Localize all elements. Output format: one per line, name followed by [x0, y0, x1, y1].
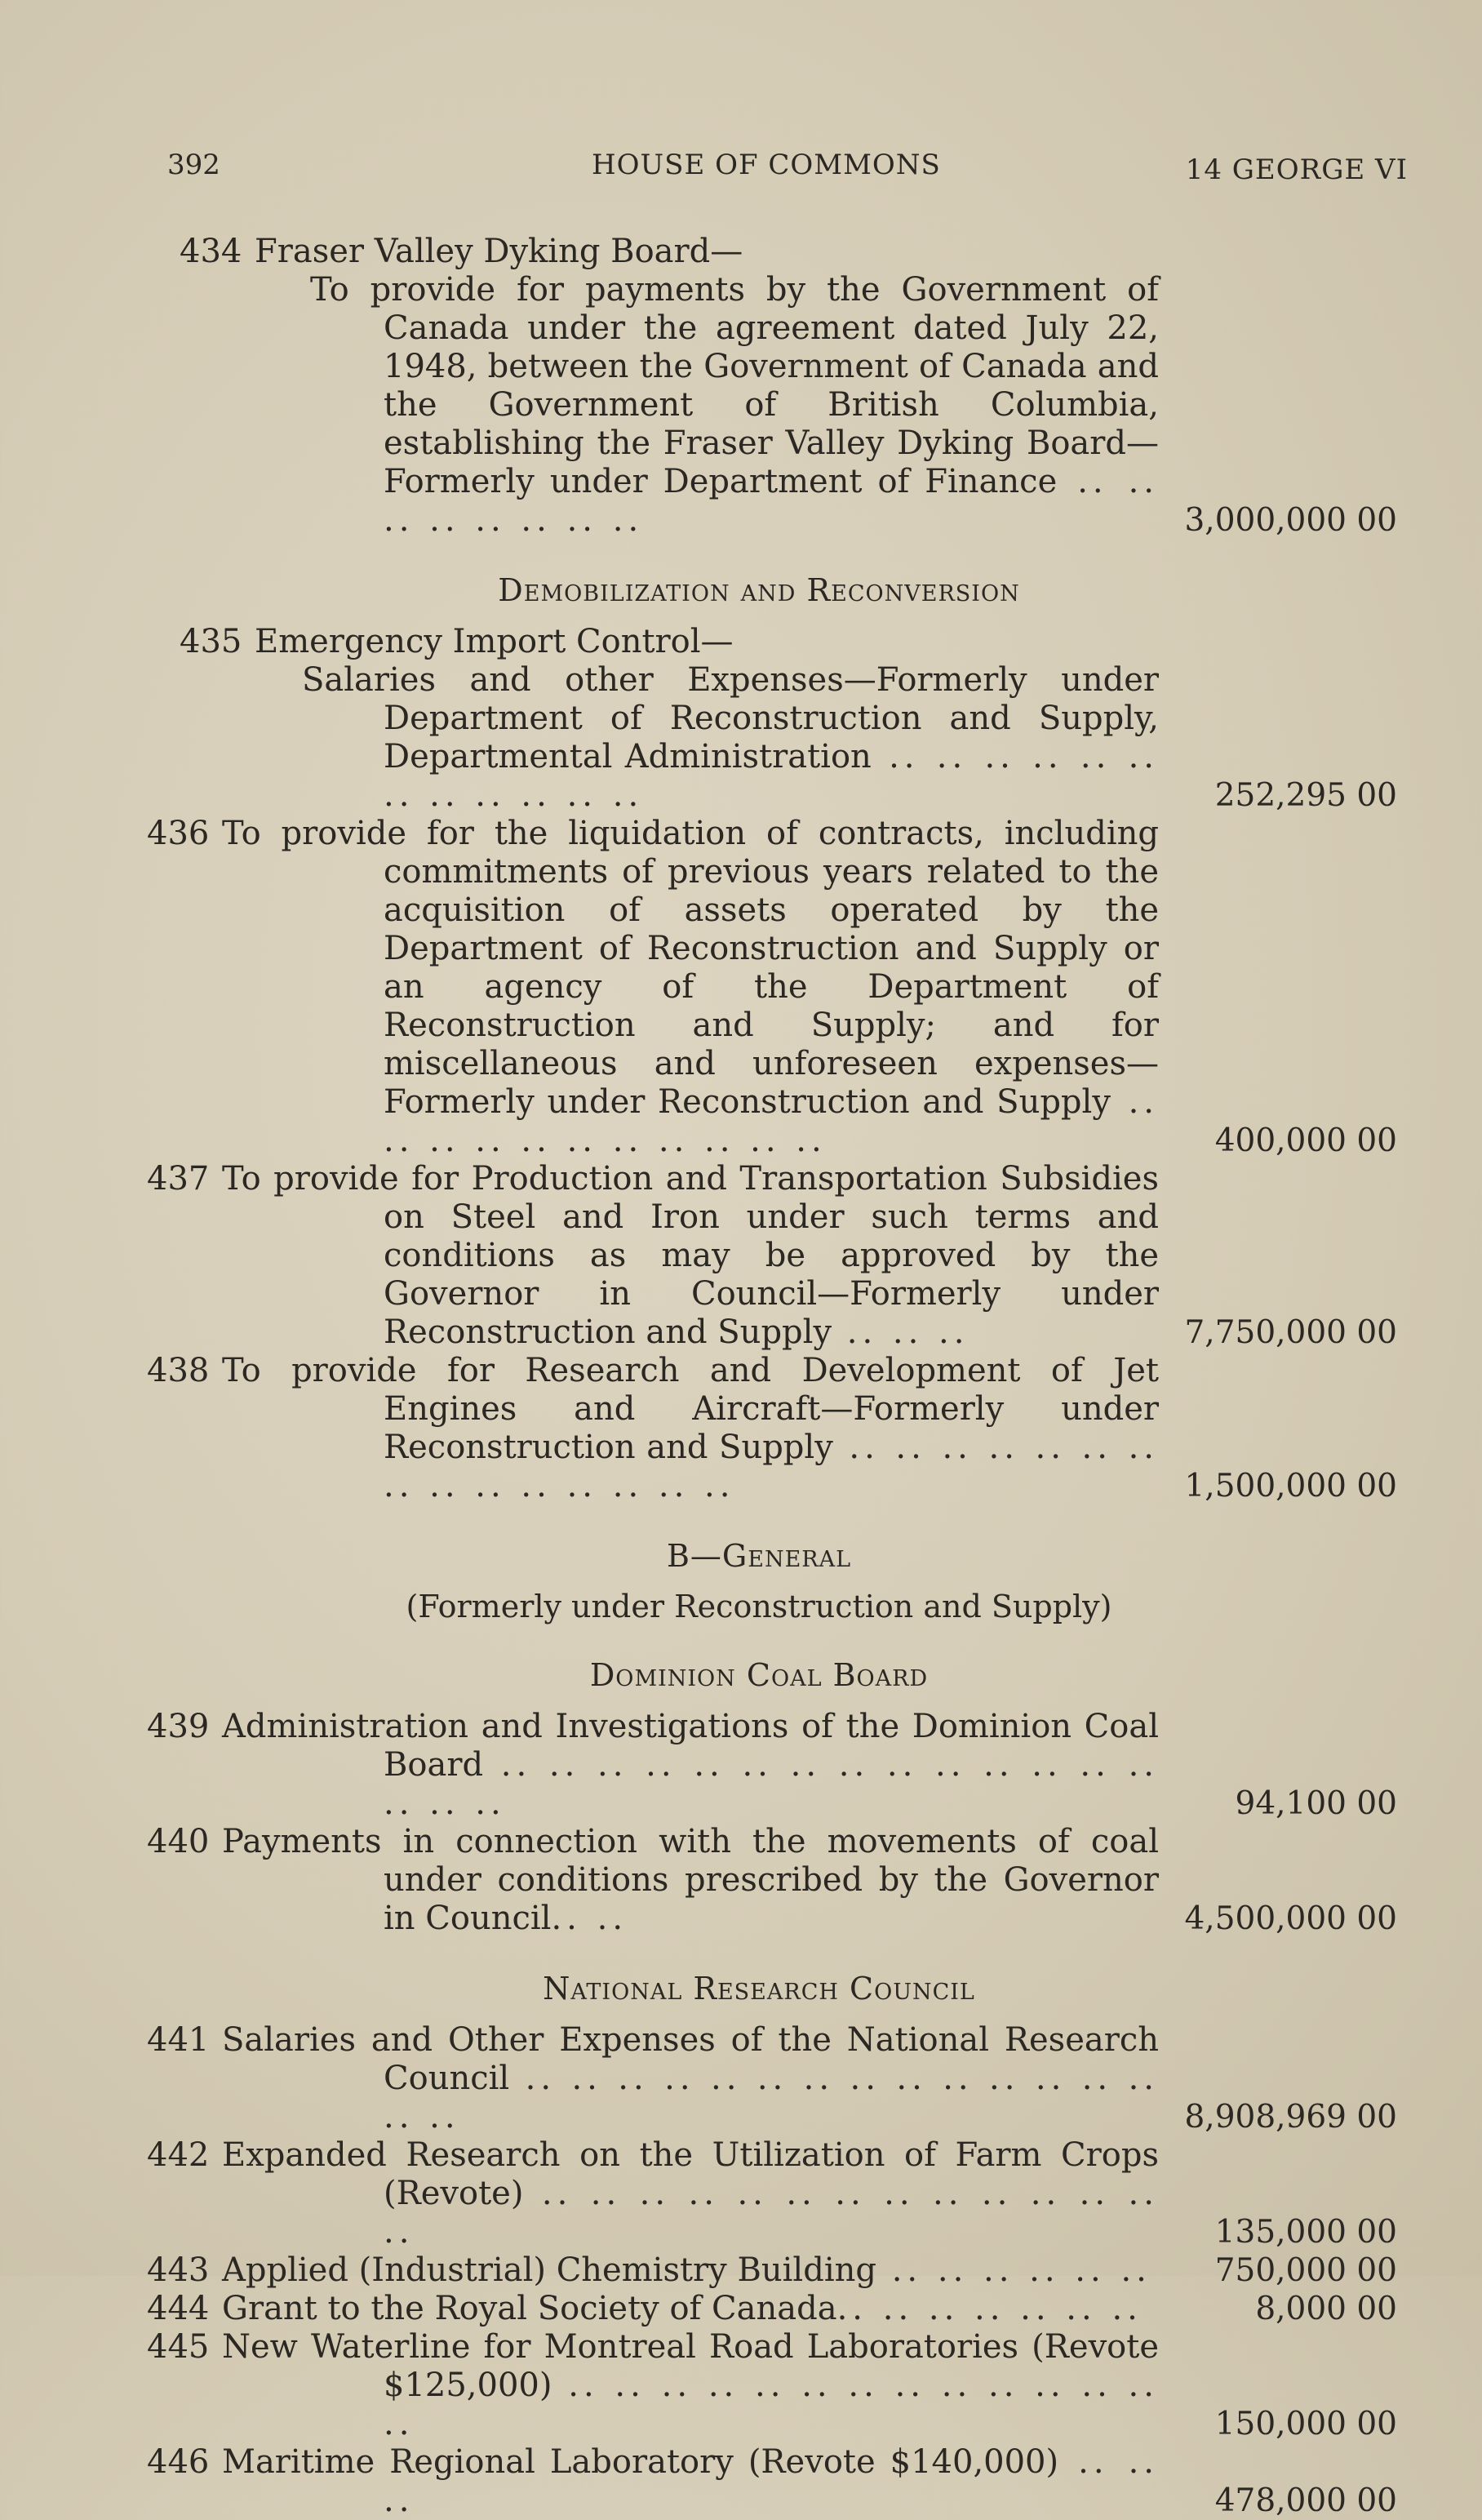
vote-number: 442 — [147, 2136, 210, 2174]
vote-heading — [147, 623, 1159, 661]
vote-text: New Waterline for Montreal Road Laboratories (Revote $125,000) — [222, 2328, 1159, 2404]
vote-item-445 — [147, 2328, 1412, 2443]
vote-text: To provide for payments by the Government of Canada under the agreement dated July 22, 1948, between the Government of Canada and the Government of British Columbia, establishing the Fraser Valley Dyking Board—Formerly under Department of Finance — [310, 271, 1159, 500]
vote-text: To provide for Production and Transportation Subsidies on Steel and Iron under such terms and conditions as may be approved by the Governor in Council—Formerly under Reconstruction and Supply — [222, 1160, 1159, 1351]
vote-amount: 8,000 00 — [1255, 2291, 1397, 2327]
vote-number: 435 — [180, 623, 242, 660]
vote-text: Salaries and other Expenses—Formerly under Department of Reconstruction and Supply, Departmental Administration — [302, 661, 1159, 776]
vote-description — [147, 2290, 1159, 2328]
vote-description — [147, 815, 1159, 1160]
vote-amount: 3,000,000 00 — [1184, 502, 1397, 539]
section-heading-demobilization: Demobilization and Reconversion — [498, 572, 1020, 608]
vote-amount: 7,750,000 00 — [1184, 1314, 1397, 1351]
estimates-body — [147, 233, 1412, 2520]
vote-description — [147, 271, 1159, 540]
dot-leader: .. .. .. .. .. .. .. .. — [384, 463, 1159, 539]
vote-description — [147, 1352, 1159, 1505]
vote-text: Administration and Investigations of the Dominion Coal Board — [222, 1708, 1159, 1784]
vote-text: Maritime Regional Laboratory (Revote $140,000) — [222, 2443, 1059, 2481]
dot-leader: .. .. .. .. .. .. .. .. .. .. .. — [384, 1083, 1159, 1159]
vote-item-440 — [147, 1823, 1412, 1938]
vote-text: To provide for the liquidation of contracts, including commitments of previous years related to the acquisition of assets operated by the Department of Reconstruction and Supply or an agency of the Department of Reconstruction and Supply; and for miscellaneous and unforeseen expenses—Formerly under Reconstruction and Supply — [222, 815, 1159, 1121]
vote-item-444 — [147, 2290, 1412, 2328]
vote-heading — [147, 233, 1159, 271]
vote-item-436 — [147, 815, 1412, 1160]
vote-number: 438 — [147, 1352, 210, 1389]
dot-leader: .. .. .. .. .. .. .. .. .. .. .. .. .. .. — [384, 2175, 1159, 2251]
vote-amount: 252,295 00 — [1214, 777, 1397, 814]
vote-description — [147, 2021, 1159, 2136]
vote-description — [147, 2251, 1159, 2290]
vote-number: 436 — [147, 815, 210, 852]
dot-leader: .. .. .. .. .. .. .. — [836, 2290, 1143, 2327]
vote-description — [147, 1160, 1159, 1352]
vote-text: Applied (Industrial) Chemistry Building — [222, 2251, 876, 2289]
regnal-year: 14 GEORGE VI — [1185, 153, 1408, 186]
vote-number: 444 — [147, 2290, 210, 2327]
vote-amount: 750,000 00 — [1214, 2252, 1397, 2289]
vote-amount: 150,000 00 — [1214, 2406, 1397, 2442]
vote-item-442 — [147, 2136, 1412, 2251]
section-heading-coal-board: Dominion Coal Board — [589, 1657, 929, 1693]
vote-description — [147, 1823, 1159, 1938]
vote-item-443 — [147, 2251, 1412, 2290]
dot-leader: .. .. .. — [384, 2443, 1159, 2519]
page-header — [167, 149, 1408, 189]
running-title: HOUSE OF COMMONS — [592, 149, 941, 181]
vote-amount: 8,908,969 00 — [1184, 2099, 1397, 2136]
dot-leader: .. .. .. .. .. .. — [876, 2251, 1151, 2289]
vote-description — [147, 661, 1159, 815]
vote-number: 437 — [147, 1160, 210, 1198]
vote-number: 445 — [147, 2328, 210, 2366]
vote-description — [147, 2136, 1159, 2251]
dot-leader: .. .. .. .. .. .. .. .. .. .. .. .. .. .. .. — [384, 1429, 1159, 1504]
vote-amount: 478,000 00 — [1214, 2482, 1397, 2519]
vote-number: 446 — [147, 2443, 210, 2481]
vote-number: 443 — [147, 2251, 210, 2289]
vote-title: Fraser Valley Dyking Board— — [255, 233, 743, 270]
vote-title: Emergency Import Control— — [255, 623, 734, 660]
vote-number: 434 — [180, 233, 242, 270]
vote-item-439 — [147, 1708, 1412, 1823]
dot-leader: .. .. .. — [832, 1313, 970, 1351]
section-heading-general: B—General — [666, 1538, 852, 1574]
vote-text: Payments in connection with the movements of coal under conditions prescribed by the Governor in Council — [222, 1823, 1159, 1937]
vote-amount: 4,500,000 00 — [1184, 1900, 1397, 1937]
vote-amount: 400,000 00 — [1214, 1122, 1397, 1159]
vote-text: Expanded Research on the Utilization of Farm Crops (Revote) — [222, 2136, 1159, 2212]
vote-number: 439 — [147, 1708, 210, 1745]
vote-amount: 94,100 00 — [1235, 1785, 1397, 1822]
dot-leader: .. .. .. .. .. .. .. .. .. .. .. .. .. .. .. .. — [384, 2060, 1159, 2136]
vote-item-438 — [147, 1352, 1412, 1505]
vote-description — [147, 2443, 1159, 2520]
vote-text: Salaries and Other Expenses of the National Research Council — [222, 2021, 1159, 2097]
section-heading-research-council: National Research Council — [543, 1971, 975, 2007]
vote-text: To provide for Research and Development of Jet Engines and Aircraft—Formerly under Reconstruction and Supply — [222, 1352, 1159, 1466]
dot-leader: .. .. — [551, 1900, 628, 1937]
subsection-note: (Formerly under Reconstruction and Supply) — [406, 1589, 1112, 1624]
vote-amount: 1,500,000 00 — [1184, 1468, 1397, 1504]
vote-item-435 — [147, 623, 1412, 815]
dot-leader: .. .. .. .. .. .. .. .. .. .. .. .. .. .. .. .. .. — [384, 1746, 1159, 1822]
vote-description — [147, 1708, 1159, 1823]
vote-item-441 — [147, 2021, 1412, 2136]
vote-description — [147, 2328, 1159, 2443]
vote-number: 441 — [147, 2021, 210, 2059]
vote-text: Grant to the Royal Society of Canada — [222, 2290, 837, 2327]
vote-item-434 — [147, 233, 1412, 540]
vote-amount: 135,000 00 — [1214, 2214, 1397, 2251]
dot-leader: .. .. .. .. .. .. .. .. .. .. .. .. .. .. — [384, 2367, 1159, 2442]
vote-number: 440 — [147, 1823, 210, 1860]
vote-item-437 — [147, 1160, 1412, 1352]
dot-leader: .. .. .. .. .. .. .. .. .. .. .. .. — [384, 738, 1159, 814]
page-number: 392 — [167, 149, 220, 181]
vote-item-446 — [147, 2443, 1412, 2520]
